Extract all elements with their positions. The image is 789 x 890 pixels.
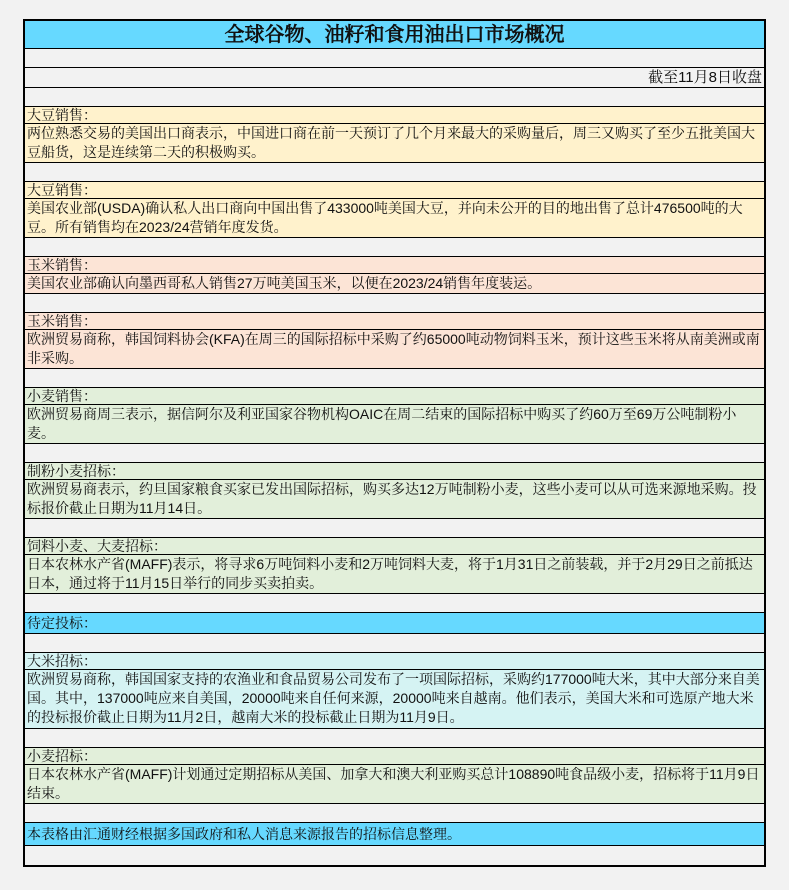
- section-header-feed-tender: 饲料小麦、大麦招标：: [25, 538, 764, 555]
- pending-tenders-label: 待定投标：: [25, 613, 764, 634]
- section-header-rice-tender: 大米招标：: [25, 653, 764, 670]
- blank-row: [25, 444, 764, 463]
- blank-row: [25, 594, 764, 613]
- section-body-wheat-tender: 日本农林水产省(MAFF)计划通过定期招标从美国、加拿大和澳大利亚购买总计108890吨食品级小麦，招标将于11月9日结束。: [25, 765, 764, 804]
- blank-row: [25, 369, 764, 388]
- section-body-corn-1: 美国农业部确认向墨西哥私人销售27万吨美国玉米，以便在2023/24销售年度装运。: [25, 274, 764, 294]
- date-note: 截至11月8日收盘: [25, 68, 764, 88]
- market-overview-table: [23, 19, 766, 867]
- section-body-rice-tender: 欧洲贸易商称，韩国国家支持的农渔业和食品贸易公司发布了一项国际招标，采购约177000吨大米，其中大部分来自美国。其中，137000吨应来自美国，20000吨来自任何来源，20000吨来自越南。他们表示，美国大米和可选原产地大米的投标报价截止日期为11月2日，越南大米的投标截止日期为11月9日。: [25, 670, 764, 729]
- blank-row: [25, 519, 764, 538]
- blank-row: [25, 294, 764, 313]
- blank-row: [25, 163, 764, 182]
- section-body-soybean-1: 两位熟悉交易的美国出口商表示，中国进口商在前一天预订了几个月来最大的采购量后，周三又购买了至少五批美国大豆船货，这是连续第二天的积极购买。: [25, 124, 764, 163]
- section-body-soybean-2: 美国农业部(USDA)确认私人出口商向中国出售了433000吨美国大豆，并向未公开的目的地出售了总计476500吨的大豆。所有销售均在2023/24营销年度发货。: [25, 199, 764, 238]
- section-header-soybean-2: 大豆销售：: [25, 182, 764, 199]
- section-body-wheat-sale: 欧洲贸易商周三表示，据信阿尔及利亚国家谷物机构OAIC在周二结束的国际招标中购买了约60万至69万公吨制粉小麦。: [25, 405, 764, 444]
- blank-row: [25, 238, 764, 257]
- blank-row: [25, 846, 764, 865]
- section-header-soybean-1: 大豆销售：: [25, 107, 764, 124]
- footer-note: 本表格由汇通财经根据多国政府和私人消息来源报告的招标信息整理。: [25, 823, 764, 846]
- blank-row: [25, 729, 764, 748]
- section-header-wheat-sale: 小麦销售：: [25, 388, 764, 405]
- blank-row: [25, 88, 764, 107]
- section-header-milling-wheat-tender: 制粉小麦招标：: [25, 463, 764, 480]
- blank-row: [25, 804, 764, 823]
- section-header-wheat-tender: 小麦招标：: [25, 748, 764, 765]
- section-body-corn-2: 欧洲贸易商称，韩国饲料协会(KFA)在周三的国际招标中采购了约65000吨动物饲料玉米，预计这些玉米将从南美洲或南非采购。: [25, 330, 764, 369]
- page-title: 全球谷物、油籽和食用油出口市场概况: [25, 21, 764, 49]
- section-header-corn-2: 玉米销售：: [25, 313, 764, 330]
- section-body-milling-wheat-tender: 欧洲贸易商表示，约旦国家粮食买家已发出国际招标，购买多达12万吨制粉小麦，这些小麦可以从可选来源地采购。投标报价截止日期为11月14日。: [25, 480, 764, 519]
- blank-row: [25, 49, 764, 68]
- blank-row: [25, 634, 764, 653]
- section-body-feed-tender: 日本农林水产省(MAFF)表示，将寻求6万吨饲料小麦和2万吨饲料大麦，将于1月31日之前装载，并于2月29日之前抵达日本，通过将于11月15日举行的同步买卖拍卖。: [25, 555, 764, 594]
- section-header-corn-1: 玉米销售：: [25, 257, 764, 274]
